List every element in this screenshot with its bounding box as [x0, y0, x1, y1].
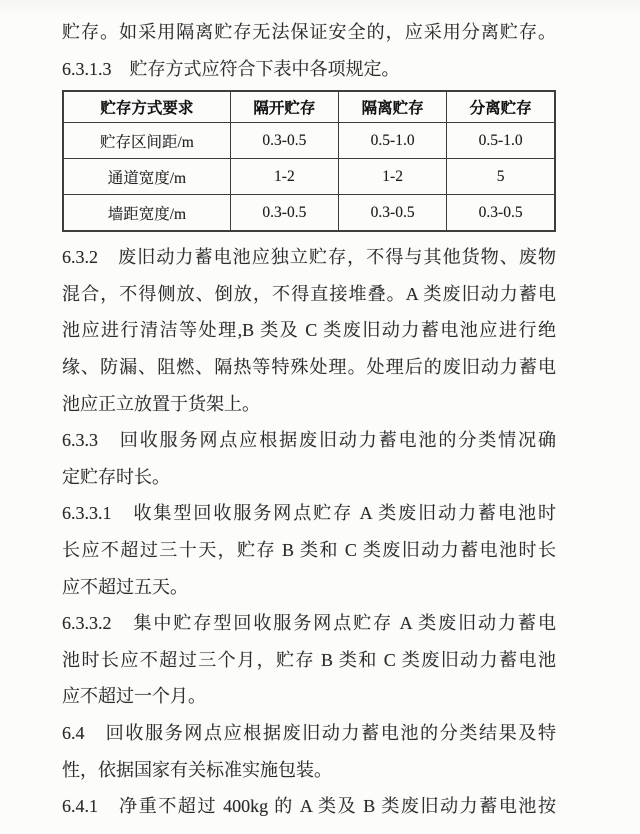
text-line: 定贮存时长。 — [62, 466, 170, 487]
text-line: 6.3.3 回收服务网点应根据废旧动力蓄电池的分类情况确 — [62, 430, 556, 451]
text-line: 应不超过五天。 — [62, 576, 188, 597]
text-line: 性，依据国家有关标准实施包装。 — [62, 759, 332, 780]
section-6-3-3-1 — [62, 495, 556, 605]
table-header-row — [63, 91, 555, 123]
row-label-cell: 贮存区间距/m — [63, 123, 230, 159]
text-line: 池应进行清洁等处理,B 类及 C 类废旧动力蓄电池应进行绝 — [62, 320, 556, 341]
row-label-cell: 墙距宽度/m — [63, 195, 230, 232]
text-line: 6.4 回收服务网点应根据废旧动力蓄电池的分类结果及特 — [62, 722, 556, 743]
value-cell: 1-2 — [339, 159, 447, 195]
text-line: 6.3.3.1 收集型回收服务网点贮存 A 类废旧动力蓄电池时 — [62, 503, 556, 524]
row-label-cell: 通道宽度/m — [63, 159, 230, 195]
section-6-4-1 — [62, 788, 556, 825]
text-line: 缘、防漏、阻燃、隔热等特殊处理。处理后的废旧动力蓄电 — [62, 356, 556, 377]
text-line: 长应不超过三十天，贮存 B 类和 C 类废旧动力蓄电池时长 — [62, 539, 556, 560]
value-cell: 0.3-0.5 — [447, 195, 555, 232]
section-6-3-2 — [62, 239, 556, 422]
section-6-3-3 — [62, 422, 556, 495]
table-header-cell: 分离贮存 — [447, 91, 555, 123]
table-row — [63, 159, 555, 195]
text-line: 池时长应不超过三个月，贮存 B 类和 C 类废旧动力蓄电池 — [62, 649, 556, 670]
table-row — [63, 195, 555, 232]
value-cell: 0.3-0.5 — [230, 195, 338, 232]
table-header-cell: 贮存方式要求 — [63, 91, 230, 123]
storage-requirements-table — [62, 90, 556, 232]
table-header-cell: 隔离贮存 — [339, 91, 447, 123]
value-cell: 5 — [447, 159, 555, 195]
text-line: 混合，不得侧放、倒放，不得直接堆叠。A 类废旧动力蓄电 — [62, 283, 556, 304]
section-6-3-3-2 — [62, 605, 556, 715]
value-cell: 0.3-0.5 — [230, 123, 338, 159]
table-header-cell: 隔开贮存 — [230, 91, 338, 123]
text-line: 6.4.1 净重不超过 400kg 的 A 类及 B 类废旧动力蓄电池按 — [62, 796, 556, 817]
text-line: 应不超过一个月。 — [62, 686, 206, 707]
value-cell: 0.5-1.0 — [447, 123, 555, 159]
text-line: 6.3.3.2 集中贮存型回收服务网点贮存 A 类废旧动力蓄电 — [62, 613, 556, 634]
section-6-4 — [62, 715, 556, 788]
value-cell: 1-2 — [230, 159, 338, 195]
heading-6-3-1-3: 6.3.1.3 贮存方式应符合下表中各项规定。 — [62, 58, 400, 79]
intro-continuation-line: 贮存。如采用隔离贮存无法保证安全的，应采用分离贮存。 — [62, 22, 556, 42]
table-row — [63, 123, 555, 159]
text-line: 池应正立放置于货架上。 — [62, 393, 260, 414]
value-cell: 0.5-1.0 — [339, 123, 447, 159]
value-cell: 0.3-0.5 — [339, 195, 447, 232]
text-line: 6.3.2 废旧动力蓄电池应独立贮存，不得与其他货物、废物 — [62, 247, 556, 268]
